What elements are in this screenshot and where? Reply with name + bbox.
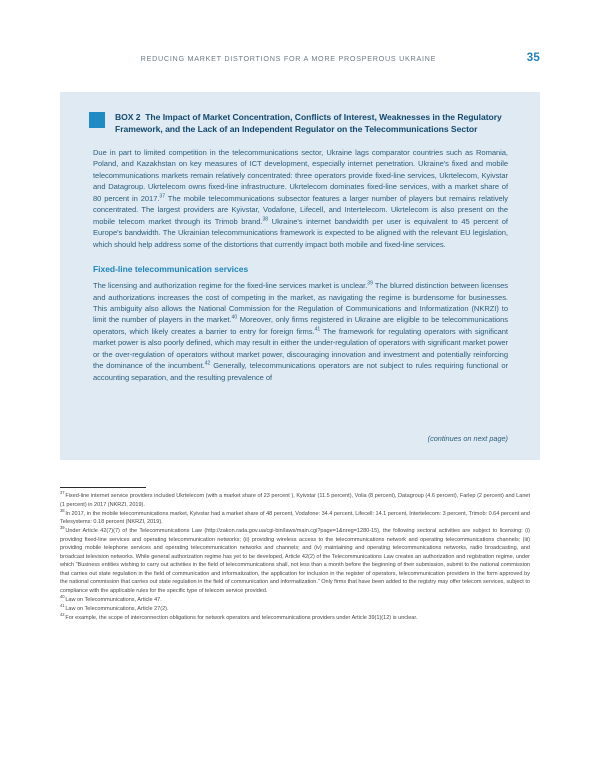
footnote-item bbox=[60, 596, 530, 605]
box-heading bbox=[89, 111, 511, 136]
footnote-ref-41[interactable]: 41 bbox=[314, 326, 321, 333]
footnote-number: 38 bbox=[60, 507, 65, 513]
footnote-ref-42[interactable]: 42 bbox=[204, 360, 211, 367]
paragraph-1-part-3: Ukraine's internet bandwidth per user is equivalent to 45 percent of Europe's bandwidth. The Ukrainian telecommunications framework is expected to be aligned with the relevant EU legislation, which should help address some of the distortions that currently impact both mobile and fixed-line services. bbox=[93, 216, 508, 249]
footnote-ref-39[interactable]: 39 bbox=[367, 280, 373, 287]
paragraph-2-part-2: The blurred distinction between licenses and authorizations increases the cost of competing in the market, as navigating the regime is burdensome for businesses. This ambiguity also allows the National Commission for the Regulation of Communications and Informatization (NKRZI) to limit the number of players in the market. bbox=[93, 281, 508, 325]
running-header-title: REDUCING MARKET DISTORTIONS FOR A MORE PROSPEROUS UKRAINE bbox=[140, 54, 437, 63]
paragraph-2-part-1: The licensing and authorization regime for the fixed-line services market is unclear. bbox=[93, 281, 368, 291]
footnote-text: Fixed-line internet service providers included Ukrtelecom (with a market share of 23 percent ), Kyivstar (11.5 percent), Volia (8 percent), Datagroup (4.6 percent), Farlep (2 percent) and Lanet (1 percent) in 2017 (NKRZI, 2019). bbox=[60, 493, 530, 508]
footnote-number: 41 bbox=[60, 603, 65, 609]
box-paragraph-1 bbox=[93, 147, 508, 250]
continues-on-next-page-label: (continues on next page) bbox=[427, 434, 508, 443]
footnote-item bbox=[60, 527, 530, 595]
box-body bbox=[93, 147, 508, 383]
box-subheading: Fixed-line telecommunication services bbox=[93, 264, 249, 275]
box-paragraph-2 bbox=[93, 280, 508, 383]
footnote-ref-38[interactable]: 38 bbox=[262, 216, 269, 223]
footnote-ref-40[interactable]: 40 bbox=[231, 314, 238, 321]
paragraph-2-part-4: The framework for regulating operators with significant market power is also poorly defined, which may result in either the under-regulation of operators with significant market power or the over-regulation of operators without market power, discouraging innovation and investment and potentially reinforcing the dominance of the incumbent. bbox=[93, 326, 508, 371]
footnote-item bbox=[60, 507, 530, 527]
paragraph-2-part-5: Generally, telecommunications operators are not subject to rules requiring functional or accounting separation, and the resulting prevalence of bbox=[93, 361, 509, 382]
footnote-text: Under Article 42(7)(7) of the Telecommunications Law (http://zakon.rada.gov.ua/cgi-bin/laws/main.cgi?page=1&nreg=1280-15), the following sectoral activities are subject to licensing: (i) providing fixed-line services and operating telecommunication networks; (ii) providing wireless access to the telecommunications network and operating telecommunications channels; (iii) providing mobile telephone services and operating telecommunication networks and channels; and (iv) maintaining and operating telecommunications networks, radio broadcasting, and broadcast television networks. While general authorization regime has yet to be developed, Article 42(2) of the Telecommunications Law creates an authorization and registration regime, under which “Business entities wishing to carry out activities in the field of telecommunications shall, not less than a month before the beginning of their submission, submit to the national commission that carries out state regulation in the field of communication and informatization, the application for inclusion in the register of operators, telecommunication providers in the form approved by the national commission that carries out state regulation in the field of communication and informatization.” Only firms that have been added to the registry may offer telecom services, subject to compliance with the applicable rules for the specific type of telecom service provided. bbox=[60, 528, 530, 595]
box-title-text bbox=[115, 111, 511, 136]
running-header bbox=[60, 52, 540, 64]
footnote-item bbox=[60, 614, 530, 623]
footnote-text: In 2017, in the mobile telecommunications market, Kyivstar had a market share of 48 percent, Vodafone: 34.4 percent, Lifecell: 14.1 percent, Intertelecom: 3 percent, Trimob: 0.64 percent and Telesystems: 0.18 percent (NKRZI, 2019). bbox=[60, 510, 530, 526]
footnote-text: Law on Telecommunications, Article 27(2). bbox=[65, 606, 169, 613]
footnote-text: For example, the scope of interconnection obligations for network operators and telecommunications providers under Article 39(1)(12) is unclear. bbox=[65, 615, 418, 622]
paragraph-1-part-2: The mobile telecommunications subsector features a larger number of players but remains relatively concentrated. The largest providers are Kyivstar, Vodafone, Lifecell, and Intertelecom. Ukrtelecom is also present on the mobile telecom market through its Trimob brand. bbox=[93, 193, 508, 226]
footnote-text: Law on Telecommunications, Article 47. bbox=[65, 597, 162, 604]
box-2-container bbox=[60, 92, 540, 460]
footnote-separator-rule bbox=[60, 487, 146, 488]
footnote-item bbox=[60, 605, 530, 614]
footnote-number: 40 bbox=[60, 594, 65, 600]
paragraph-1-part-1: Due in part to limited competition in the telecommunications sector, Ukraine lags comparator countries such as Romania, Poland, and Kazakhstan on key measures of ICT development, especially internet penetration. Ukraine's fixed and mobile telecommunications markets remain relatively concentrated: three operators provide fixed-line services, Ukrtelecom, Kyivstar and Datagroup. Ukrtelecom owns fixed-line infrastructure. Ukrtelecom dominates fixed-line services, with a market share of 80 percent in 2017. bbox=[93, 148, 508, 203]
paragraph-2-part-3: Moreover, only firms registered in Ukraine are eligible to be telecommunications operators, which likely creates a barrier to entry for foreign firms. bbox=[93, 315, 509, 336]
box-marker-icon bbox=[89, 112, 105, 128]
box-label: BOX 2 bbox=[115, 112, 141, 122]
box-title: The Impact of Market Concentration, Conflicts of Interest, Weaknesses in the Regulatory Framework, and the Lack of an Independent Regulator on the Telecommunications Sector bbox=[115, 112, 502, 135]
footnote-number: 39 bbox=[60, 525, 65, 531]
footnotes-section bbox=[60, 487, 530, 623]
footnote-item bbox=[60, 492, 530, 509]
page-number: 35 bbox=[526, 52, 540, 64]
footnote-number: 42 bbox=[60, 612, 65, 618]
footnote-ref-37[interactable]: 37 bbox=[159, 193, 166, 200]
footnote-number: 37 bbox=[60, 490, 65, 496]
